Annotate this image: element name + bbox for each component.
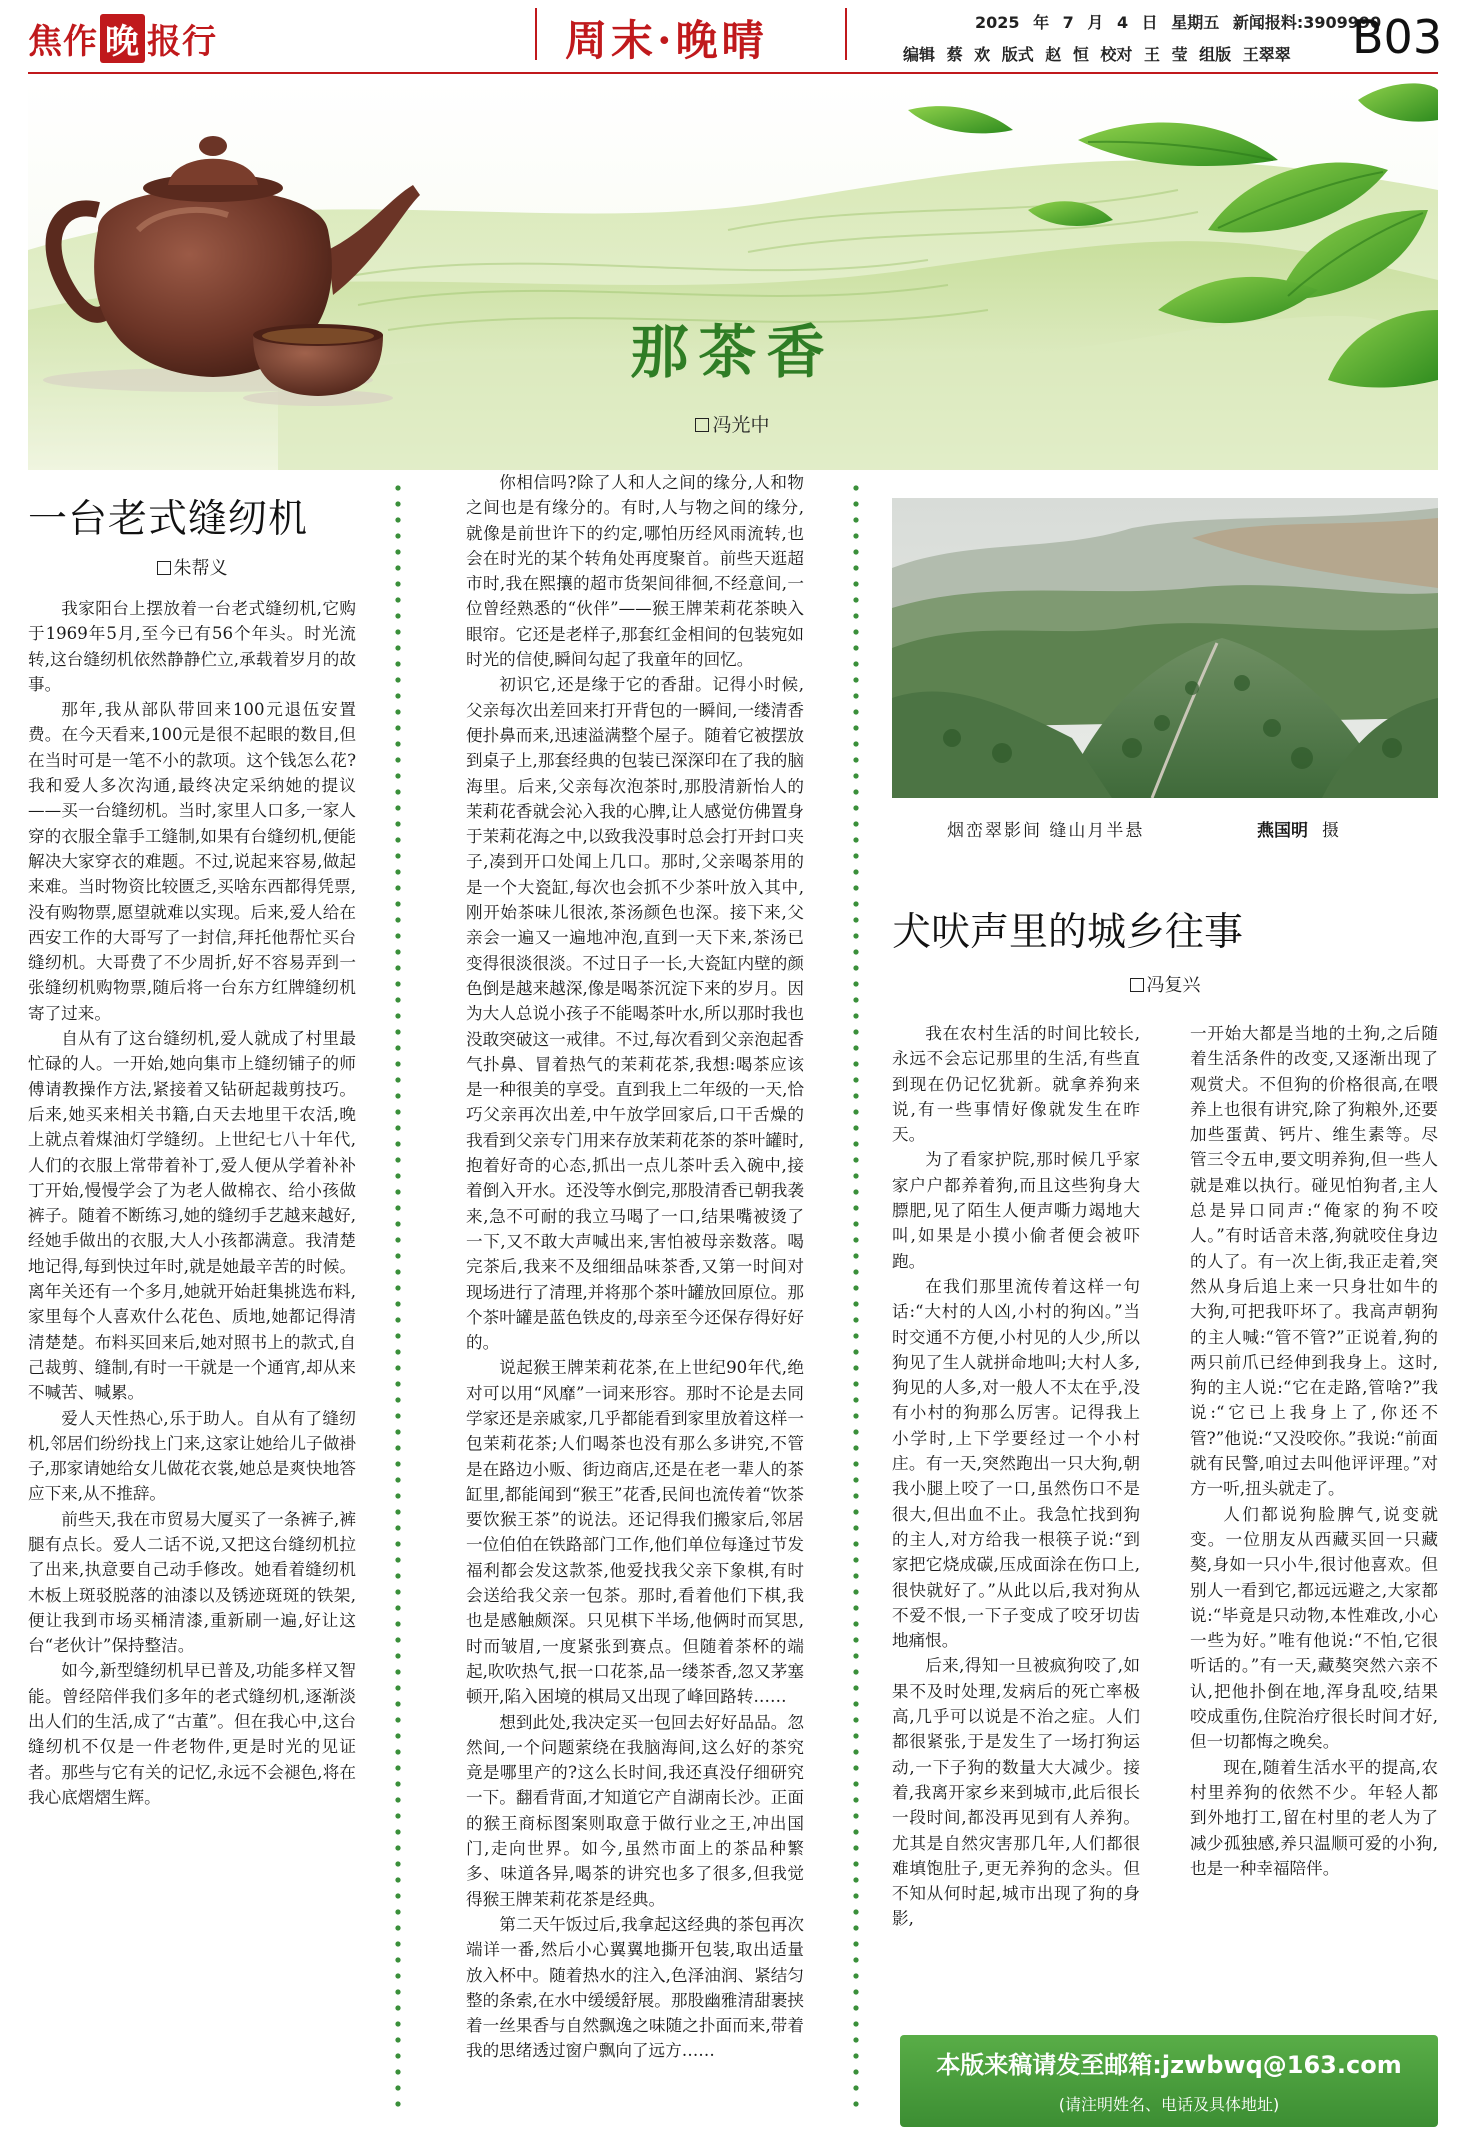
paragraph: 我家阳台上摆放着一台老式缝纫机,它购于1969年5月,至今已有56个年头。时光流转,这台缝纫机依然静静伫立,承载着岁月的故事。 — [28, 599, 356, 694]
paper-logo — [28, 14, 217, 63]
paragraph: 爱人天性热心,乐于助人。自从有了缝纫机,邻居们纷纷找上门来,这家让她给儿子做褂子,那家请她给女儿做花衣裳,她总是爽快地答应下来,从不推辞。 — [28, 1408, 356, 1504]
submission-note: (请注明姓名、电话及具体地址) — [1058, 2095, 1280, 2114]
article-tea-fragrance-body — [466, 470, 804, 2064]
submission-notice — [900, 2035, 1438, 2127]
mountain-landscape-photo — [892, 498, 1438, 798]
article-title: 犬吠声里的城乡往事 — [892, 910, 1244, 955]
photo-caption — [892, 816, 1438, 841]
paragraph: 在我们那里流传着这样一句话:“大村的人凶,小村的狗凶。”当时交通不方便,小村见的人少,所以狗见了生人就拼命地叫;大村人多,狗见的人多,对一般人不太在乎,没有小村的狗那么厉害。记得我上小学时,上下学要经过一个小村庄。有一天,突然跑出一只大狗,朝我小腿上咬了一口,虽然伤口不是很大,但出血不止。我急忙找到狗的主人,对方给我一根筷子说:“到家把它烧成碳,压成面涂在伤口上,很快就好了。”从此以后,我对狗从不爱不恨,一下子变成了咬牙切齿地痛恨。 — [892, 1276, 1140, 1651]
issue-weekday: 星期五 — [1171, 13, 1220, 32]
right-column — [892, 498, 1438, 1932]
paragraph: 初识它,还是缘于它的香甜。记得小时候,父亲每次出差回来打开背包的一瞬间,一缕清香便扑鼻而来,迅速溢满整个屋子。随着它被摆放到桌子上,那套经典的包装已深深印在了我的脑海里。后来,父亲每次泡茶时,那股清新怡人的茉莉花香就会沁入我的心脾,让人感觉仿佛置身于茉莉花海之中,以致我没事时总会打开封口夹子,凑到开口处闻上几口。那时,父亲喝茶用的是一个大瓷缸,每次也会抓不少茶叶放入其中,刚开始茶味儿很浓,茶汤颜色也深。接下来,父亲会一遍又一遍地冲泡,直到一天下来,茶汤已变得很淡很淡。不过日子一长,大瓷缸内壁的颜色倒是越来越深,像是喝茶沉淀下来的岁月。因为大人总说小孩子不能喝茶叶水,所以那时我也没敢突破这一戒律。不过,每次看到父亲泡起香气扑鼻、冒着热气的茉莉花茶,我想:喝茶应该是一种很美的享受。直到我上二年级的一天,恰巧父亲再次出差,中午放学回家后,口干舌燥的我看到父亲专门用来存放茉莉花茶的茶叶罐时,抱着好奇的心态,抓出一点儿茶叶丢入碗中,接着倒入开水。还没等水倒完,那股清香已朝我袭来,急不可耐的我立马喝了一口,结果嘴被烫了一下,又不敢大声喊出来,害怕被母亲数落。喝完茶后,我来不及细细品味茶香,又第一时间对现场进行了清理,并将那个茶叶罐放回原位。那个茶叶罐是蓝色铁皮的,母亲至今还保存得好好的。 — [466, 675, 804, 1353]
paragraph: 前些天,我在市贸易大厦买了一条裤子,裤腿有点长。爱人二话不说,又把这台缝纫机拉了出来,执意要自己动手修改。她看着缝纫机木板上斑驳脱落的油漆以及锈迹斑斑的铁架,便让我到市场买桶清漆,重新刷一遍,好让这台“老伙计”保持整洁。 — [28, 1509, 356, 1656]
masthead — [0, 0, 1465, 72]
article-title: 一台老式缝纫机 — [28, 497, 309, 542]
article-dog-barks-body — [892, 1021, 1438, 1932]
paragraph: 那年,我从部队带回来100元退伍安置费。在今天看来,100元是很不起眼的数目,但在当时可是一笔不小的款项。这个钱怎么花?我和爱人多次沟通,最终决定采纳她的提议——买一台缝纫机。当时,家里人口多,一家人穿的衣服全靠手工缝制,如果有台缝纫机,便能解决大家穿衣的难题。不过,说起来容易,做起来难。当时物资比较匮乏,买啥东西都得凭票,没有购物票,愿望就难以实现。后来,爱人给在西安工作的大哥写了一封信,拜托他帮忙买台缝纫机。大哥费了不少周折,好不容易弄到一张缝纫机购物票,随后将一台东方红牌缝纫机寄了过来。 — [28, 700, 356, 1023]
photo-credit — [1257, 816, 1339, 841]
byline-box-icon — [695, 418, 709, 432]
paragraph: 人们都说狗脸脾气,说变就变。一位朋友从西藏买回一只藏獒,身如一只小牛,很讨他喜欢。但别人一看到它,都远远避之,大家都说:“毕竟是只动物,本性难改,小心一些为好。”唯有他说:“不怕,它很听话的。”有一天,藏獒突然六亲不认,把他扑倒在地,浑身乱咬,结果咬成重伤,住院治疗很长时间才好,但一切都悔之晚矣。 — [1190, 1504, 1438, 1752]
feature-byline — [0, 410, 1465, 437]
section-name — [565, 8, 768, 68]
paragraph: 你相信吗?除了人和人之间的缘分,人和物之间也是有缘分的。有时,人与物之间的缘分,就像是前世许下的约定,哪怕历经风雨流转,也会在时光的某个转角处再度聚首。前些天逛超市时,我在熙攘的超市货架间徘徊,不经意间,一位曾经熟悉的“伙伴”——猴王牌茉莉花茶映入眼帘。它还是老样子,那套红金相间的包装宛如时光的信使,瞬间勾起了我童年的回忆。 — [466, 473, 804, 670]
dotted-column-divider — [395, 480, 401, 2110]
article-column-b — [1190, 1021, 1438, 1932]
section-dot: · — [657, 16, 676, 65]
feature-author: 冯光中 — [712, 414, 770, 436]
article-byline — [28, 554, 356, 580]
article-column-a — [892, 1021, 1140, 1932]
masthead-rule — [28, 72, 1438, 74]
section-subtitle: 晚晴 — [675, 16, 768, 65]
paper-name-a: 焦作 — [28, 22, 98, 62]
issue-date-line — [975, 10, 1381, 33]
article-sewing-machine — [28, 478, 356, 1810]
article-author: 朱帮义 — [173, 558, 228, 579]
paragraph: 后来,得知一旦被疯狗咬了,如果不及时处理,发病后的死亡率极高,几乎可以说是不治之症。人们都很紧张,于是发生了一场打狗运动,一下子狗的数量大大减少。接着,我离开家乡来到城市,此后很长一段时间,都没再见到有人养狗。尤其是自然灾害那几年,人们都很难填饱肚子,更无养狗的念头。但不知从何时起,城市出现了狗的身影, — [892, 1656, 1140, 1929]
paper-name-c: 行 — [182, 22, 217, 62]
byline-box-icon — [1130, 978, 1144, 992]
paragraph: 现在,随着生活水平的提高,农村里养狗的依然不少。年轻人都到外地打工,留在村里的老人为了减少孤独感,养只温顺可爱的小狗,也是一种幸福陪伴。 — [1190, 1757, 1438, 1878]
photo-credit-suffix: 摄 — [1322, 821, 1339, 841]
feature-title: 那茶香 — [630, 318, 835, 386]
paragraph: 一开始大都是当地的土狗,之后随着生活条件的改变,又逐渐出现了观赏犬。不但狗的价格很高,在喂养上也很有讲究,除了狗粮外,还要加些蛋黄、钙片、维生素等。尽管三令五申,要文明养狗,但一些人就是难以执行。碰见怕狗者,主人总是异口同声:“俺家的狗不咬人。”有时话音未落,狗就咬住身边的人了。有一次上街,我正走着,突然从身后追上来一只身壮如牛的大狗,可把我吓坏了。我高声朝狗的主人喊:“管不管?”正说着,狗的两只前爪已经伸到我身上。这时,狗的主人说:“它在走路,管啥?”我说:“它已上我身上了,你还不管?”他说:“又没咬你。”我说:“前面就有民警,咱过去叫他评评理。”对方一听,扭头就走了。 — [1190, 1024, 1438, 1499]
submission-email: 本版来稿请发至邮箱:jzwbwq@163.com — [936, 2051, 1402, 2079]
masthead-divider-right — [845, 8, 847, 60]
masthead-divider-left — [535, 8, 537, 60]
paragraph: 为了看家护院,那时候几乎家家户户都养着狗,而且这些狗身大膘肥,见了陌生人便声嘶力竭地大叫,如果是小摸小偷者便会被吓跑。 — [892, 1150, 1140, 1271]
paragraph: 想到此处,我决定买一包回去好好品品。忽然间,一个问题萦绕在我脑海间,这么好的茶究竟是哪里产的?这么长时间,我还真没仔细研究一下。翻看背面,才知道它产自湖南长沙。正面的猴王商标图案则取意于做行业之王,冲出国门,走向世界。如今,虽然市面上的茶品种繁多、味道各异,喝茶的讲究也多了很多,但我觉得猴王牌茉莉花茶是经典。 — [466, 1712, 804, 1909]
article-author: 冯复兴 — [1146, 975, 1201, 996]
page-number: B03 — [1352, 10, 1443, 64]
photographer-name: 燕国明 — [1257, 821, 1308, 841]
article-byline — [892, 971, 1438, 997]
issue-date: 2025 年 7 月 4 日 — [975, 13, 1158, 32]
news-hotline: 新闻报料:3909990 — [1232, 13, 1382, 32]
paper-name-b: 报 — [147, 22, 182, 62]
paragraph: 我在农村生活的时间比较长,永远不会忘记那里的生活,有些直到现在仍记忆犹新。就拿养狗来说,有一些事情好像就发生在昨天。 — [892, 1024, 1140, 1145]
dotted-column-divider — [853, 480, 859, 2110]
paragraph: 如今,新型缝纫机早已普及,功能多样又智能。曾经陪伴我们多年的老式缝纫机,逐渐淡出人们的生活,成了“古董”。但在我心中,这台缝纫机不仅是一件老物件,更是时光的见证者。那些与它有关的记忆,永远不会褪色,将在我心底熠熠生辉。 — [28, 1661, 356, 1807]
paragraph: 第二天午饭过后,我拿起这经典的茶包再次端详一番,然后小心翼翼地撕开包装,取出适量放入杯中。随着热水的注入,色泽油润、紧结匀整的条索,在水中缓缓舒展。那股幽雅清甜裹挟着一丝果香与自然飘逸之味随之扑面而来,带着我的思绪透过窗户飘向了远方…… — [466, 1914, 804, 2061]
paper-name-mark: 晚 — [100, 14, 145, 63]
section-title: 周末 — [565, 16, 658, 65]
byline-box-icon — [157, 561, 171, 575]
paragraph: 自从有了这台缝纫机,爱人就成了村里最忙碌的人。一开始,她向集市上缝纫铺子的师傅请教操作方法,紧接着又钻研起裁剪技巧。后来,她买来相关书籍,白天去地里干农活,晚上就点着煤油灯学缝纫。上世纪七八十年代,人们的衣服上常带着补丁,爱人便从学着补补丁开始,慢慢学会了为老人做棉衣、给小孩做裤子。随着不断练习,她的缝纫手艺越来越好,经她手做出的衣服,大人小孩都满意。我清楚地记得,每到快过年时,就是她最辛苦的时候。离年关还有一个多月,她就开始赶集挑选布料,家里每个人喜欢什么花色、质地,她都记得清清楚楚。布料买回来后,她对照书上的款式,自己裁剪、缝制,有时一干就是一个通宵,却从来不喊苦、喊累。 — [28, 1029, 356, 1403]
paragraph: 说起猴王牌茉莉花茶,在上世纪90年代,绝对可以用“风靡”一词来形容。那时不论是去同学家还是亲戚家,几乎都能看到家里放着这样一包茉莉花茶;人们喝茶也没有那么多讲究,不管是在路边小贩、街边商店,还是在老一辈人的茶缸里,都能闻到“猴王”花香,民间也流传着“饮茶要饮猴王茶”的说法。还记得我们搬家后,邻居一位伯伯在铁路部门工作,他们单位每逢过节发福利都会发这款茶,他爱找我父亲下象棋,有时会送给我父亲一包茶。那时,看着他们下棋,我也是感触颇深。只见棋下半场,他俩时而冥思,时而皱眉,一度紧张到赛点。但随着茶杯的端起,吹吹热气,抿一口花茶,品一缕茶香,忽又茅塞顿开,陷入困境的棋局又出现了峰回路转…… — [466, 1358, 804, 1707]
photo-caption-text: 烟峦翠影间 缝山月半悬 — [947, 821, 1145, 841]
staff-credits: 编辑 蔡 欢 版式 赵 恒 校对 王 莹 组版 王翠翠 — [903, 45, 1291, 64]
